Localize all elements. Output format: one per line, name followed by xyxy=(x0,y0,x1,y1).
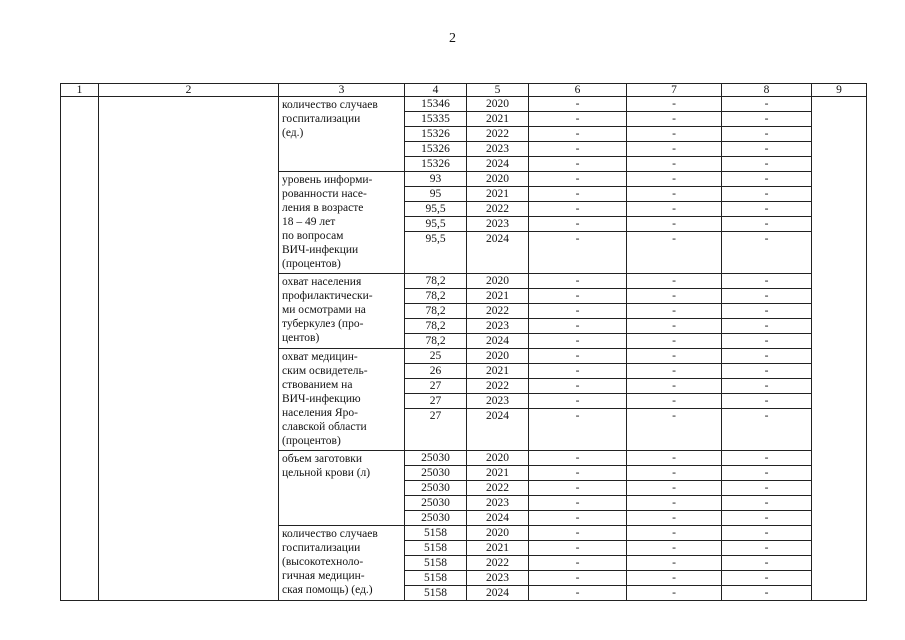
dash-cell: - xyxy=(722,157,812,172)
dash-cell: - xyxy=(627,511,722,526)
dash-cell: - xyxy=(722,334,812,349)
dash-cell: - xyxy=(722,496,812,511)
value-cell: 15346 xyxy=(405,97,467,112)
value-cell: 25030 xyxy=(405,466,467,481)
year-cell: 2022 xyxy=(467,304,529,319)
col9-cell xyxy=(812,97,867,601)
indicator-line: (процентов) xyxy=(282,258,341,270)
dash-cell: - xyxy=(627,202,722,217)
year-cell: 2020 xyxy=(467,274,529,289)
dash-cell: - xyxy=(627,187,722,202)
dash-cell: - xyxy=(529,274,627,289)
header-cell: 3 xyxy=(279,84,405,97)
dash-cell: - xyxy=(627,217,722,232)
indicator-line: славской области xyxy=(282,421,367,433)
dash-cell: - xyxy=(627,451,722,466)
dash-cell: - xyxy=(722,571,812,586)
value-cell: 27 xyxy=(405,379,467,394)
header-cell: 1 xyxy=(61,84,99,97)
dash-cell: - xyxy=(627,172,722,187)
value-cell: 95 xyxy=(405,187,467,202)
year-cell: 2024 xyxy=(467,586,529,601)
year-cell: 2022 xyxy=(467,379,529,394)
year-cell: 2021 xyxy=(467,541,529,556)
dash-cell: - xyxy=(529,481,627,496)
dash-cell: - xyxy=(722,379,812,394)
year-cell: 2021 xyxy=(467,187,529,202)
dash-cell: - xyxy=(529,349,627,364)
dash-cell: - xyxy=(529,217,627,232)
header-cell: 4 xyxy=(405,84,467,97)
year-cell: 2021 xyxy=(467,112,529,127)
dash-cell: - xyxy=(529,571,627,586)
value-cell: 5158 xyxy=(405,586,467,601)
value-cell: 27 xyxy=(405,409,467,451)
indicator-line: охват населения xyxy=(282,276,362,288)
value-cell: 25030 xyxy=(405,496,467,511)
year-cell: 2022 xyxy=(467,127,529,142)
dash-cell: - xyxy=(627,481,722,496)
page-number: 2 xyxy=(449,31,456,46)
year-cell: 2020 xyxy=(467,172,529,187)
dash-cell: - xyxy=(722,304,812,319)
value-cell: 78,2 xyxy=(405,319,467,334)
table-row xyxy=(61,97,867,112)
indicator-line: ми осмотрами на xyxy=(282,304,366,316)
year-cell: 2023 xyxy=(467,496,529,511)
dash-cell: - xyxy=(627,526,722,541)
dash-cell: - xyxy=(722,364,812,379)
indicator-line: центов) xyxy=(282,332,320,344)
value-cell: 15326 xyxy=(405,157,467,172)
dash-cell: - xyxy=(722,466,812,481)
year-cell: 2021 xyxy=(467,364,529,379)
indicator-line: госпитализации xyxy=(282,542,361,554)
dash-cell: - xyxy=(529,394,627,409)
dash-cell: - xyxy=(529,409,627,451)
header-cell: 8 xyxy=(722,84,812,97)
dash-cell: - xyxy=(627,289,722,304)
dash-cell: - xyxy=(627,142,722,157)
value-cell: 78,2 xyxy=(405,304,467,319)
dash-cell: - xyxy=(627,274,722,289)
year-cell: 2024 xyxy=(467,157,529,172)
value-cell: 93 xyxy=(405,172,467,187)
year-cell: 2024 xyxy=(467,409,529,451)
year-cell: 2024 xyxy=(467,334,529,349)
indicator-line: по вопросам xyxy=(282,230,344,242)
year-cell: 2023 xyxy=(467,217,529,232)
dash-cell: - xyxy=(529,127,627,142)
dash-cell: - xyxy=(627,496,722,511)
dash-cell: - xyxy=(529,586,627,601)
value-cell: 95,5 xyxy=(405,232,467,274)
dash-cell: - xyxy=(722,274,812,289)
indicator-cell xyxy=(279,172,405,274)
dash-cell: - xyxy=(722,586,812,601)
value-cell: 27 xyxy=(405,394,467,409)
col2-cell xyxy=(99,97,279,601)
indicator-line: ская помощь) (ед.) xyxy=(282,584,373,596)
dash-cell: - xyxy=(722,172,812,187)
dash-cell: - xyxy=(722,112,812,127)
value-cell: 95,5 xyxy=(405,217,467,232)
dash-cell: - xyxy=(627,97,722,112)
col1-cell xyxy=(61,97,99,601)
indicator-line: рованности насе- xyxy=(282,188,367,200)
dash-cell: - xyxy=(529,526,627,541)
value-cell: 5158 xyxy=(405,571,467,586)
dash-cell: - xyxy=(627,127,722,142)
year-cell: 2020 xyxy=(467,526,529,541)
dash-cell: - xyxy=(529,334,627,349)
indicator-line: профилактически- xyxy=(282,290,373,302)
indicator-line: (ед.) xyxy=(282,127,304,139)
dash-cell: - xyxy=(722,127,812,142)
indicator-line: ским освидетель- xyxy=(282,365,368,377)
indicator-line: гичная медицин- xyxy=(282,570,365,582)
indicator-cell xyxy=(279,274,405,349)
dash-cell: - xyxy=(529,496,627,511)
header-cell: 7 xyxy=(627,84,722,97)
dash-cell: - xyxy=(529,112,627,127)
dash-cell: - xyxy=(722,187,812,202)
dash-cell: - xyxy=(722,526,812,541)
dash-cell: - xyxy=(722,289,812,304)
indicator-line: уровень информи- xyxy=(282,174,373,186)
dash-cell: - xyxy=(627,157,722,172)
indicator-line: ВИЧ-инфекцию xyxy=(282,393,361,405)
indicator-cell xyxy=(279,349,405,451)
dash-cell: - xyxy=(627,409,722,451)
indicator-line: цельной крови (л) xyxy=(282,467,371,479)
dash-cell: - xyxy=(722,232,812,274)
value-cell: 78,2 xyxy=(405,289,467,304)
indicators-table xyxy=(60,83,867,601)
indicator-line: (высокотехноло- xyxy=(282,556,364,568)
value-cell: 15335 xyxy=(405,112,467,127)
dash-cell: - xyxy=(627,586,722,601)
dash-cell: - xyxy=(529,142,627,157)
dash-cell: - xyxy=(529,364,627,379)
indicator-line: (процентов) xyxy=(282,435,341,447)
dash-cell: - xyxy=(722,541,812,556)
dash-cell: - xyxy=(627,556,722,571)
year-cell: 2023 xyxy=(467,142,529,157)
header-cell: 9 xyxy=(812,84,867,97)
indicator-line: объем заготовки xyxy=(282,453,362,465)
dash-cell: - xyxy=(722,97,812,112)
dash-cell: - xyxy=(627,379,722,394)
dash-cell: - xyxy=(722,394,812,409)
header-cell: 5 xyxy=(467,84,529,97)
dash-cell: - xyxy=(627,364,722,379)
value-cell: 25 xyxy=(405,349,467,364)
indicator-line: туберкулез (про- xyxy=(282,318,364,330)
dash-cell: - xyxy=(529,379,627,394)
indicator-line: ВИЧ-инфекции xyxy=(282,244,359,256)
indicator-cell xyxy=(279,526,405,601)
dash-cell: - xyxy=(627,541,722,556)
dash-cell: - xyxy=(529,289,627,304)
value-cell: 26 xyxy=(405,364,467,379)
indicator-line: ствованием на xyxy=(282,379,353,391)
dash-cell: - xyxy=(722,481,812,496)
year-cell: 2023 xyxy=(467,319,529,334)
year-cell: 2022 xyxy=(467,202,529,217)
header-row xyxy=(61,84,867,97)
dash-cell: - xyxy=(722,349,812,364)
year-cell: 2020 xyxy=(467,451,529,466)
dash-cell: - xyxy=(722,202,812,217)
indicator-cell xyxy=(279,451,405,526)
dash-cell: - xyxy=(529,172,627,187)
dash-cell: - xyxy=(627,232,722,274)
year-cell: 2020 xyxy=(467,349,529,364)
header-cell: 2 xyxy=(99,84,279,97)
value-cell: 25030 xyxy=(405,481,467,496)
year-cell: 2020 xyxy=(467,97,529,112)
dash-cell: - xyxy=(627,304,722,319)
value-cell: 5158 xyxy=(405,526,467,541)
indicator-line: 18 – 49 лет xyxy=(282,216,336,228)
value-cell: 95,5 xyxy=(405,202,467,217)
value-cell: 15326 xyxy=(405,127,467,142)
dash-cell: - xyxy=(529,304,627,319)
dash-cell: - xyxy=(529,202,627,217)
indicator-line: количество случаев xyxy=(282,528,378,540)
indicator-line: количество случаев xyxy=(282,99,378,111)
value-cell: 25030 xyxy=(405,511,467,526)
indicator-line: ления в возрасте xyxy=(282,202,364,214)
dash-cell: - xyxy=(529,556,627,571)
dash-cell: - xyxy=(529,97,627,112)
dash-cell: - xyxy=(627,466,722,481)
indicator-line: охват медицин- xyxy=(282,351,358,363)
dash-cell: - xyxy=(529,232,627,274)
indicator-cell xyxy=(279,97,405,172)
dash-cell: - xyxy=(722,319,812,334)
dash-cell: - xyxy=(722,142,812,157)
year-cell: 2024 xyxy=(467,232,529,274)
dash-cell: - xyxy=(627,571,722,586)
year-cell: 2022 xyxy=(467,556,529,571)
year-cell: 2023 xyxy=(467,571,529,586)
dash-cell: - xyxy=(722,217,812,232)
value-cell: 25030 xyxy=(405,451,467,466)
dash-cell: - xyxy=(722,556,812,571)
dash-cell: - xyxy=(722,409,812,451)
dash-cell: - xyxy=(627,112,722,127)
dash-cell: - xyxy=(529,511,627,526)
dash-cell: - xyxy=(529,466,627,481)
year-cell: 2022 xyxy=(467,481,529,496)
year-cell: 2021 xyxy=(467,466,529,481)
dash-cell: - xyxy=(627,394,722,409)
indicator-line: госпитализации xyxy=(282,113,361,125)
dash-cell: - xyxy=(529,187,627,202)
dash-cell: - xyxy=(529,541,627,556)
value-cell: 15326 xyxy=(405,142,467,157)
dash-cell: - xyxy=(529,451,627,466)
dash-cell: - xyxy=(627,319,722,334)
year-cell: 2021 xyxy=(467,289,529,304)
value-cell: 5158 xyxy=(405,556,467,571)
dash-cell: - xyxy=(627,349,722,364)
year-cell: 2024 xyxy=(467,511,529,526)
value-cell: 78,2 xyxy=(405,334,467,349)
dash-cell: - xyxy=(529,319,627,334)
value-cell: 78,2 xyxy=(405,274,467,289)
dash-cell: - xyxy=(722,451,812,466)
dash-cell: - xyxy=(722,511,812,526)
dash-cell: - xyxy=(529,157,627,172)
value-cell: 5158 xyxy=(405,541,467,556)
indicator-line: населения Яро- xyxy=(282,407,358,419)
year-cell: 2023 xyxy=(467,394,529,409)
dash-cell: - xyxy=(627,334,722,349)
header-cell: 6 xyxy=(529,84,627,97)
